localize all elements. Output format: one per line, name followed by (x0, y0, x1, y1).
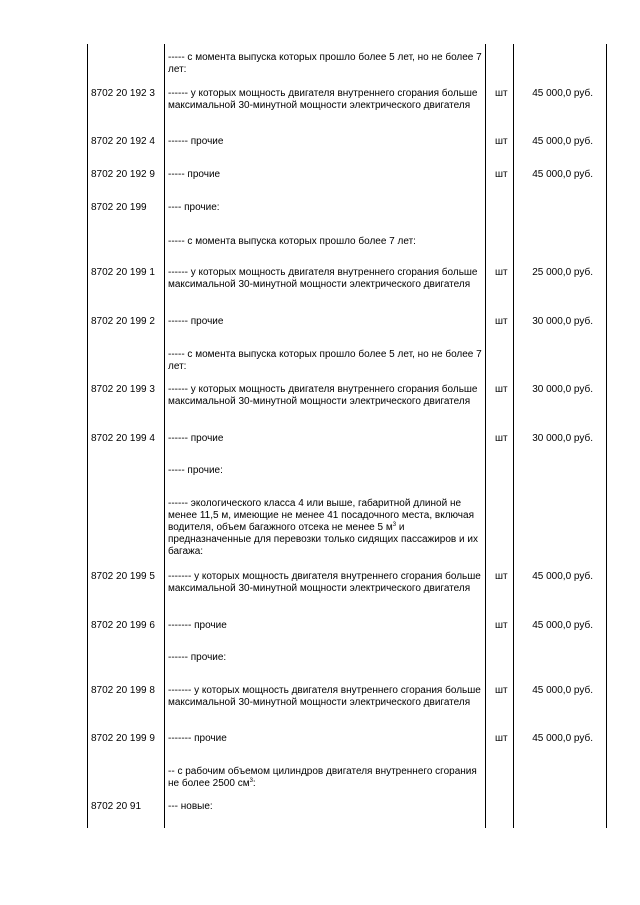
row-14-price-text: 45 000,0 руб. (532, 571, 593, 582)
row-15-price-text: 45 000,0 руб. (532, 620, 593, 631)
row-12-desc-text: ----- прочие: (168, 465, 223, 476)
row-13-superscript: 3 (392, 522, 397, 528)
row-10-desc-text: ------ у которых мощность двигателя внутреннего сгорания больше максимальной 30-минутной мощности электрического двигателя (168, 384, 478, 407)
row-2-unit-text: шт (495, 88, 508, 99)
row-3-desc (168, 136, 482, 148)
row-3-unit-text: шт (495, 136, 508, 147)
row-3-code (91, 136, 155, 148)
row-14-price (532, 571, 593, 583)
row-10-code-text: 8702 20 199 3 (91, 384, 155, 395)
row-17-code (91, 685, 155, 697)
row-15-code-text: 8702 20 199 6 (91, 620, 155, 631)
row-7-price-text: 25 000,0 руб. (532, 267, 593, 278)
row-15-code (91, 620, 155, 632)
column-divider-desc (485, 44, 486, 828)
row-3-code-text: 8702 20 192 4 (91, 136, 155, 147)
row-15-unit-text: шт (495, 620, 508, 631)
row-13-desc (168, 498, 482, 558)
row-6-desc (168, 236, 482, 248)
row-17-unit (495, 685, 508, 697)
row-7-desc-text: ------ у которых мощность двигателя внутреннего сгорания больше максимальной 30-минутной мощности электрического двигателя (168, 267, 478, 290)
row-10-unit-text: шт (495, 384, 508, 395)
row-16-desc-text: ------ прочие: (168, 652, 227, 663)
row-15-unit (495, 620, 508, 632)
row-4-price (532, 169, 593, 181)
row-8-desc (168, 316, 482, 328)
row-15-desc-text: ------- прочие (168, 620, 227, 631)
row-3-desc-text: ------ прочие (168, 136, 224, 147)
row-8-desc-text: ------ прочие (168, 316, 224, 327)
row-2-code (91, 88, 155, 100)
row-6-desc-text: ----- с момента выпуска которых прошло более 7 лет: (168, 236, 416, 247)
row-9-desc-text: ----- с момента выпуска которых прошло более 5 лет, но не более 7 лет: (168, 349, 482, 372)
row-7-desc (168, 267, 482, 291)
row-9-desc (168, 349, 482, 373)
row-11-price (532, 433, 593, 445)
row-4-unit (495, 169, 508, 181)
row-18-price-text: 45 000,0 руб. (532, 733, 593, 744)
row-18-unit-text: шт (495, 733, 508, 744)
row-4-code (91, 169, 155, 181)
row-4-code-text: 8702 20 192 9 (91, 169, 155, 180)
row-18-code (91, 733, 155, 745)
row-11-unit-text: шт (495, 433, 508, 444)
row-3-price (532, 136, 593, 148)
row-1-desc (168, 52, 482, 76)
row-19-superscript: 3 (249, 778, 253, 784)
row-14-desc-text: ------- у которых мощность двигателя внутреннего сгорания больше максимальной 30-минутной мощности электрического двигателя (168, 571, 481, 594)
row-8-code (91, 316, 155, 328)
row-3-price-text: 45 000,0 руб. (532, 136, 593, 147)
row-14-code (91, 571, 155, 583)
row-16-desc (168, 652, 482, 664)
row-14-unit-text: шт (495, 571, 508, 582)
row-8-code-text: 8702 20 199 2 (91, 316, 155, 327)
row-10-price (532, 384, 593, 396)
row-19-desc (168, 766, 482, 790)
row-7-code-text: 8702 20 199 1 (91, 267, 155, 278)
row-17-unit-text: шт (495, 685, 508, 696)
row-5-code-text: 8702 20 199 (91, 202, 147, 213)
row-2-desc-text: ------ у которых мощность двигателя внутреннего сгорания больше максимальной 30-минутной мощности электрического двигателя (168, 88, 478, 111)
row-14-unit (495, 571, 508, 583)
row-17-price-text: 45 000,0 руб. (532, 685, 593, 696)
row-18-code-text: 8702 20 199 9 (91, 733, 155, 744)
row-18-desc-text: ------- прочие (168, 733, 227, 744)
row-4-desc-text: ----- прочие (168, 169, 221, 180)
row-11-price-text: 30 000,0 руб. (532, 433, 593, 444)
row-11-code (91, 433, 155, 445)
row-8-price (532, 316, 593, 328)
row-14-code-text: 8702 20 199 5 (91, 571, 155, 582)
row-4-desc (168, 169, 482, 181)
row-15-price (532, 620, 593, 632)
row-8-unit-text: шт (495, 316, 508, 327)
row-11-unit (495, 433, 508, 445)
row-11-desc-text: ------ прочие (168, 433, 224, 444)
row-4-price-text: 45 000,0 руб. (532, 169, 593, 180)
row-10-price-text: 30 000,0 руб. (532, 384, 593, 395)
row-19-desc-tail: : (252, 778, 256, 789)
row-7-price (532, 267, 593, 279)
row-5-desc (168, 202, 482, 214)
row-12-desc (168, 465, 482, 477)
row-18-desc (168, 733, 482, 745)
row-5-desc-text: ---- прочие: (168, 202, 220, 213)
row-4-unit-text: шт (495, 169, 508, 180)
row-2-price (532, 88, 593, 100)
row-13-desc-tail: и предназначенные для перевозки только сидящих пассажиров и их багажа: (168, 522, 478, 557)
row-2-desc (168, 88, 482, 112)
row-19-desc-text: -- с рабочим объемом цилиндров двигателя внутреннего сгорания не более 2500 см (168, 766, 477, 789)
row-14-desc (168, 571, 482, 595)
row-3-unit (495, 136, 508, 148)
row-10-unit (495, 384, 508, 396)
row-18-unit (495, 733, 508, 745)
row-17-price (532, 685, 593, 697)
row-2-code-text: 8702 20 192 3 (91, 88, 155, 99)
table-border-right (606, 44, 607, 828)
table-border-left (87, 44, 88, 828)
row-17-code-text: 8702 20 199 8 (91, 685, 155, 696)
row-10-code (91, 384, 155, 396)
row-7-unit-text: шт (495, 267, 508, 278)
row-13-desc-text: ------ экологического класса 4 или выше, габаритной длиной не менее 11,5 м, имеющие не менее 41 посадочного места, включая водителя, объем багажного отсека не менее 5 м (168, 498, 474, 533)
row-17-desc (168, 685, 482, 709)
row-20-desc-text: --- новые: (168, 801, 213, 812)
row-20-code (91, 801, 141, 813)
row-7-code (91, 267, 155, 279)
row-7-unit (495, 267, 508, 279)
row-18-price (532, 733, 593, 745)
row-2-price-text: 45 000,0 руб. (532, 88, 593, 99)
row-20-code-text: 8702 20 91 (91, 801, 142, 812)
row-8-price-text: 30 000,0 руб. (532, 316, 593, 327)
row-10-desc (168, 384, 482, 408)
row-11-code-text: 8702 20 199 4 (91, 433, 155, 444)
row-15-desc (168, 620, 482, 632)
column-divider-unit (513, 44, 514, 828)
row-17-desc-text: ------- у которых мощность двигателя внутреннего сгорания больше максимальной 30-минутной мощности электрического двигателя (168, 685, 481, 708)
row-11-desc (168, 433, 482, 445)
row-5-code (91, 202, 147, 214)
row-2-unit (495, 88, 508, 100)
row-1-desc-text: ----- с момента выпуска которых прошло более 5 лет, но не более 7 лет: (168, 52, 482, 75)
row-8-unit (495, 316, 508, 328)
column-divider-code (164, 44, 165, 828)
row-20-desc (168, 801, 482, 813)
